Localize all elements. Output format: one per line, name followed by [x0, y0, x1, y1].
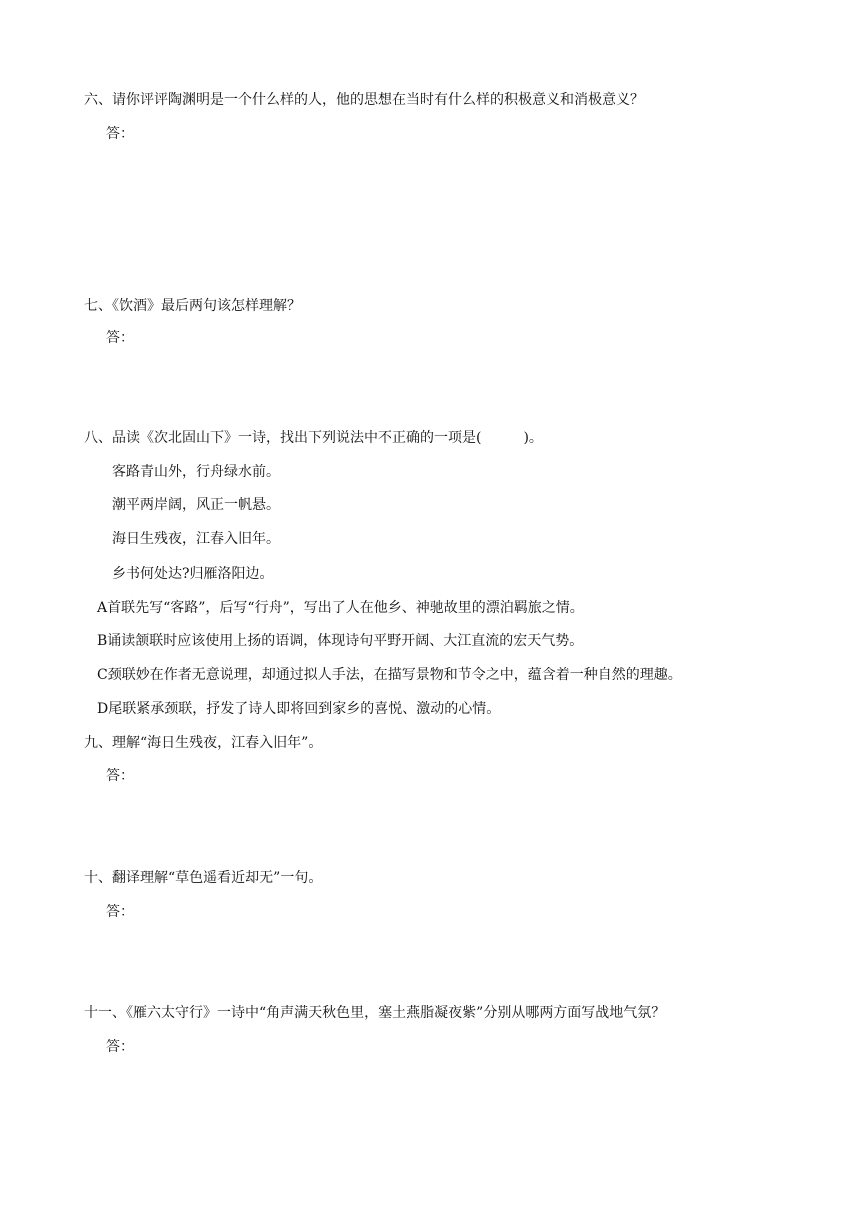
- question-6-title: 六、请你评评陶渊明是一个什么样的人，他的思想在当时有什么样的积极意义和消极意义？: [84, 92, 644, 108]
- poem-line-1: 客路青山外，行舟绿水前。: [112, 464, 280, 480]
- option-d: D尾联紧承颈联，抒发了诗人即将回到家乡的喜悦、激动的心情。: [97, 701, 501, 717]
- question-10-title: 十、翻译理解“草色遥看近却无”一句。: [84, 870, 323, 886]
- question-9-answer-label: 答：: [106, 768, 134, 784]
- question-9-title: 九、理解“海日生残夜，江春入旧年”。: [84, 735, 323, 751]
- question-7-answer-label: 答：: [106, 330, 134, 346]
- poem-line-3: 海日生残夜，江春入旧年。: [112, 531, 280, 547]
- question-10-answer-label: 答：: [106, 904, 134, 920]
- question-11-answer-label: 答：: [106, 1039, 134, 1055]
- option-a: A首联先写“客路”，后写“行舟”，写出了人在他乡、神驰故里的漂泊羁旅之情。: [97, 600, 584, 616]
- question-8-title: 八、品读《次北固山下》一诗，找出下列说法中不正确的一项是( )。: [84, 430, 543, 446]
- option-c: C颈联妙在作者无意说理，却通过拟人手法，在描写景物和节令之中，蕴含着一种自然的理趣。: [97, 667, 682, 683]
- poem-line-4: 乡书何处达?归雁洛阳边。: [112, 566, 274, 582]
- question-7-title: 七、《饮酒》最后两句该怎样理解？: [84, 298, 301, 314]
- option-b: B诵读颔联时应该使用上扬的语调，体现诗句平野开阔、大江直流的宏天气势。: [97, 633, 584, 649]
- question-11-title: 十一、《雁六太守行》一诗中“角声满天秋色里，塞土燕脂凝夜紫”分别从哪两方面写战地气氛？: [84, 1005, 666, 1021]
- poem-line-2: 潮平两岸阔，风正一帆悬。: [112, 497, 280, 513]
- question-6-answer-label: 答：: [106, 126, 134, 142]
